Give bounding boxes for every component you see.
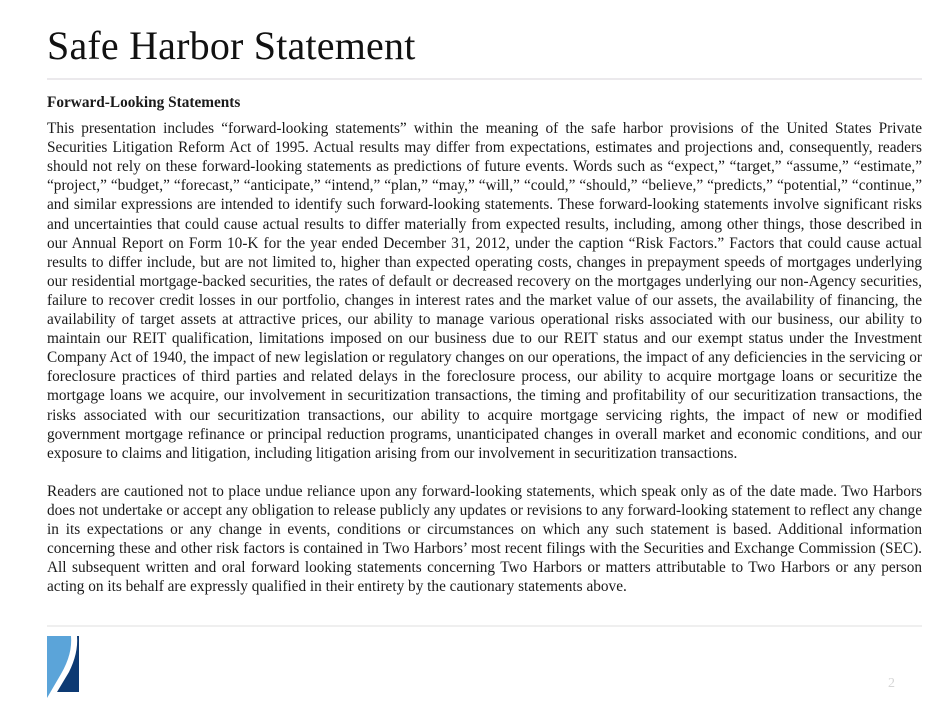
forward-looking-paragraph: This presentation includes “forward-looking statements” within the meaning of the safe harbor provisions of the United States Private Securities Litigation Reform Act of 1995. Actual results may differ from expectations, estimates and projections and, consequently, readers should not rely on these forward-looking statements as predictions of future events. Words such as “expect,” “target,” “assume,” “estimate,” “project,” “budget,” “forecast,” “anticipate,” “intend,” “plan,” “may,” “will,” “could,” “should,” “believe,” “predicts,” “potential,” “continue,” and similar expressions are intended to identify such forward-looking statements. These forward-looking statements involve significant risks and uncertainties that could cause actual results to differ materially from expected results, including, among other things, those described in our Annual Report on Form 10-K for the year ended December 31, 2012, under the caption “Risk Factors.” Factors that could cause actual results to differ include, but are not limited to, higher than expected operating costs, changes in prepayment speeds of mortgages underlying our residential mortgage-backed securities, the rates of default or decreased recovery on the mortgages underlying our non-Agency securities, failure to recover credit losses in our portfolio, changes in interest rates and the market value of our assets, the availability of financing, the availability of target assets at attractive prices, our ability to manage various operational risks associated with our business, our ability to maintain our REIT qualification, limitations imposed on our business due to our REIT status and our exempt status under the Investment Company Act of 1940, the impact of new legislation or regulatory changes on our operations, the impact of any deficiencies in the servicing or foreclosure practices of third parties and related delays in the foreclosure process, our ability to acquire mortgage loans or securitize the mortgage loans we acquire, our involvement in securitization transactions, the timing and profitability of our securitization transactions, the risks associated with our securitization transactions, our ability to acquire mortgage servicing rights, the impact of new or modified government mortgage refinance or principal reduction programs, unanticipated changes in overall market and economic conditions, and our exposure to claims and litigation, including litigation arising from our involvement in securitization transactions. [47,120,922,462]
cautionary-paragraph: Readers are cautioned not to place undue reliance upon any forward-looking statements, which speak only as of the date made. Two Harbors does not undertake or accept any obligation to release publicly any updates or revisions to any forward-looking statement to reflect any change in its expectations or any change in events, conditions or circumstances on which any such statement is based. Additional information concerning these and other risk factors is contained in Two Harbors’ most recent filings with the Securities and Exchange Commission (SEC). All subsequent written and oral forward looking statements concerning Two Harbors or matters attributable to Two Harbors or any person acting on its behalf are expressly qualified in their entirety by the cautionary statements above. [47,482,922,596]
slide-content [47,93,922,596]
slide-title: Safe Harbor Statement [47,23,416,68]
section-heading: Forward-Looking Statements [47,94,241,111]
title-divider [47,78,922,80]
footer-divider [47,625,922,627]
two-harbors-logo-icon [47,636,105,698]
page-number: 2 [888,676,895,691]
